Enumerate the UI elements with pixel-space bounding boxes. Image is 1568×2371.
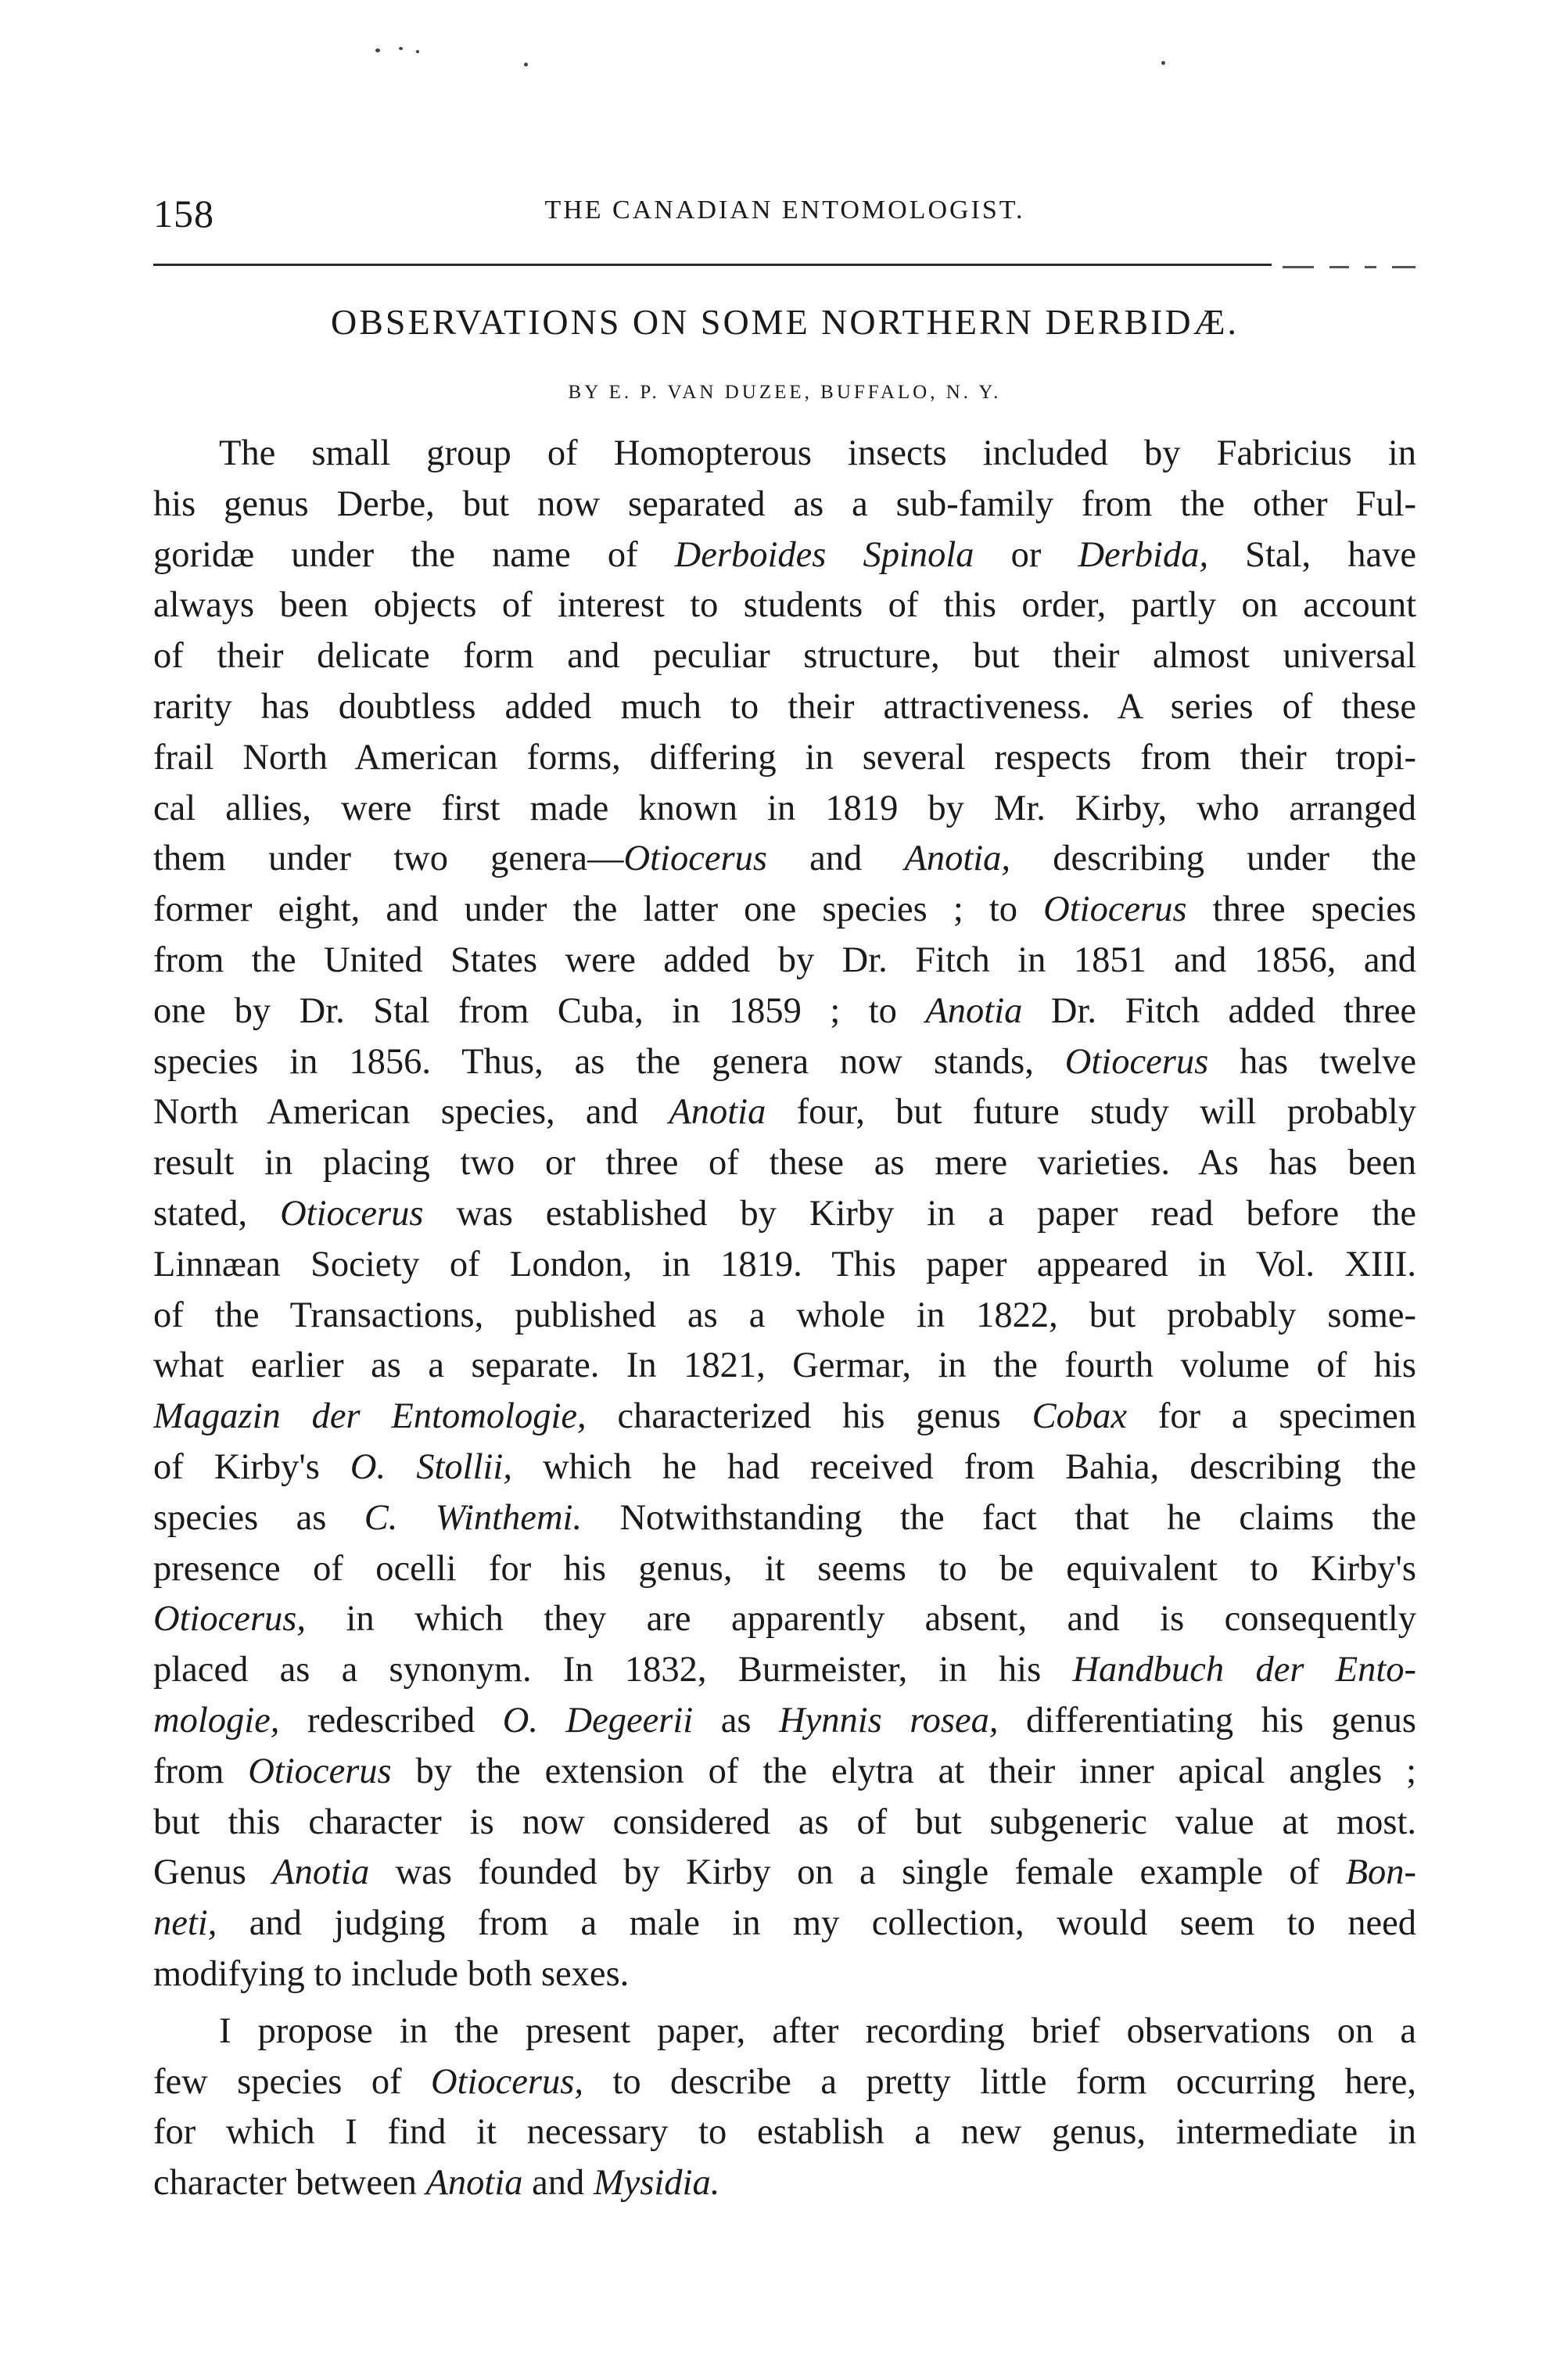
italic-text: Magazin der Entomologie, [153, 1396, 587, 1437]
text-line [153, 2107, 1416, 2158]
text-run: presence of ocelli for his genus, it seems to be equivalent to Kirby's [153, 1548, 1416, 1589]
text-run: result in placing two or three of these as mere varieties. As has been [153, 1143, 1416, 1184]
text-run: of Kirby's [153, 1446, 350, 1487]
text-run: and [522, 2163, 594, 2204]
text-run: The small group of Homopterous insects included by Fabricius in [219, 433, 1416, 473]
text-line [153, 1594, 1416, 1645]
italic-text: O. Stollii, [350, 1446, 512, 1487]
article-body [153, 429, 1416, 2209]
text-run: frail North American forms, differing in several respects from their tropi- [153, 737, 1416, 778]
text-run: from [153, 1751, 249, 1791]
text-run: differentiating his genus [998, 1700, 1416, 1741]
page-number: 158 [153, 192, 214, 235]
text-line [153, 1392, 1416, 1442]
text-line [153, 429, 1416, 480]
italic-text: Otiocerus [248, 1751, 392, 1791]
text-line [153, 1544, 1416, 1595]
italic-text: Otiocerus [623, 839, 767, 879]
text-run: for a specimen [1127, 1396, 1416, 1437]
text-run: cal allies, were first made known in 1819 by Mr. Kirby, who arranged [153, 788, 1416, 828]
text-run: stated, [153, 1193, 281, 1234]
text-line [153, 1949, 1416, 2000]
text-line [153, 1442, 1416, 1493]
text-run: of their delicate form and peculiar structure, but their almost universal [153, 636, 1416, 677]
text-run: Linnæan Society of London, in 1819. This paper appeared in Vol. XIII. [153, 1244, 1416, 1284]
text-run: North American species, and [153, 1092, 669, 1133]
italic-text: Derboides Spinola [674, 534, 974, 575]
text-run: and [766, 839, 905, 879]
text-run: modifying to include both sexes. [153, 1953, 630, 1994]
text-run: for which I find it necessary to establish a new genus, intermediate in [153, 2112, 1416, 2153]
text-line [153, 936, 1416, 986]
italic-text: Mysidia. [593, 2163, 720, 2204]
text-line [153, 733, 1416, 784]
italic-text: Anotia [272, 1852, 370, 1893]
text-line [153, 784, 1416, 835]
text-line [153, 1240, 1416, 1291]
header-rule-fade [1365, 266, 1376, 268]
header-rule-fade [1283, 266, 1314, 268]
italic-text: Cobax [1032, 1396, 1127, 1437]
text-line [153, 2006, 1416, 2057]
italic-text: mologie, [153, 1700, 280, 1741]
text-line [153, 1899, 1416, 1949]
text-run: species as [153, 1497, 364, 1538]
text-line [153, 1087, 1416, 1138]
text-line [153, 2057, 1416, 2108]
italic-text: Otiocerus [1043, 889, 1187, 930]
text-run: few species of [153, 2061, 431, 2102]
text-run: or [974, 534, 1078, 575]
text-run: Stal, have [1208, 534, 1416, 575]
text-run: from the United States were added by Dr. Fitch in 1851 and 1856, and [153, 939, 1416, 980]
text-run: placed as a synonym. In 1832, Burmeister, in his [153, 1650, 1073, 1690]
text-line [153, 1848, 1416, 1899]
italic-text: Bon- [1345, 1852, 1416, 1893]
text-line [153, 1493, 1416, 1544]
header-rule [153, 264, 1272, 266]
text-run: to describe a pretty little form occurring here, [583, 2061, 1416, 2102]
text-run: always been objects of interest to students of this order, partly on account [153, 585, 1416, 626]
text-run: goridæ under the name of [153, 534, 675, 575]
text-line [153, 1696, 1416, 1747]
header-rule-fade [1329, 266, 1349, 268]
text-run: was founded by Kirby on a single female example of [369, 1852, 1346, 1893]
text-line [153, 986, 1416, 1037]
italic-text: Otiocerus [1064, 1041, 1209, 1082]
article-title: OBSERVATIONS ON SOME NORTHERN DERBIDÆ. [331, 302, 1239, 342]
paragraph-gap [153, 2000, 1416, 2006]
text-line [153, 1645, 1416, 1696]
text-run: as [693, 1700, 780, 1741]
text-line [153, 1341, 1416, 1392]
text-run: in which they are apparently absent, and is consequently [306, 1599, 1416, 1640]
text-line [153, 480, 1416, 530]
paragraph [153, 2006, 1416, 2209]
text-line [153, 530, 1416, 581]
paragraph [153, 429, 1416, 2000]
italic-text: neti, [153, 1903, 217, 1944]
text-run: what earlier as a separate. In 1821, Germar, in the fourth volume of his [153, 1345, 1416, 1386]
text-line [153, 1189, 1416, 1240]
text-run: was established by Kirby in a paper read before the [423, 1193, 1416, 1234]
text-run: one by Dr. Stal from Cuba, in 1859 ; to [153, 990, 926, 1031]
journal-title: THE CANADIAN ENTOMOLOGIST. [544, 196, 1025, 225]
text-run: by the extension of the elytra at their inner apical angles ; [391, 1751, 1416, 1791]
italic-text: Anotia [425, 2163, 523, 2204]
header-rule-fade [1392, 266, 1416, 268]
text-run: redescribed [279, 1700, 503, 1741]
italic-text: Otiocerus, [430, 2061, 583, 2102]
italic-text: Handbuch der Ento- [1072, 1650, 1416, 1690]
text-line [153, 1747, 1416, 1798]
text-run: his genus Derbe, but now separated as a sub-family from the other Ful- [153, 483, 1416, 524]
italic-text: Anotia [669, 1092, 766, 1133]
text-run: Genus [153, 1852, 273, 1893]
text-line [153, 682, 1416, 733]
text-line [153, 631, 1416, 682]
text-line [153, 834, 1416, 885]
italic-text: Anotia, [904, 839, 1011, 879]
italic-text: C. Winthemi. [364, 1497, 583, 1538]
text-line [153, 2158, 1416, 2209]
italic-text: Otiocerus [280, 1193, 424, 1234]
text-run: four, but future study will probably [766, 1092, 1416, 1133]
text-run: I propose in the present paper, after recording brief observations on a [219, 2010, 1416, 2051]
text-line [153, 885, 1416, 936]
italic-text: Derbida, [1078, 534, 1209, 575]
text-run: Dr. Fitch added three [1022, 990, 1416, 1031]
text-run: has twelve [1208, 1041, 1416, 1082]
text-line [153, 1037, 1416, 1088]
text-run: three species [1186, 889, 1416, 930]
text-run: which he had received from Bahia, describing the [511, 1446, 1416, 1487]
article-byline: BY E. P. VAN DUZEE, BUFFALO, N. Y. [568, 382, 1002, 403]
text-line [153, 580, 1416, 631]
italic-text: Anotia [925, 990, 1023, 1031]
italic-text: Hynnis rosea, [779, 1700, 999, 1741]
text-run: character between [153, 2163, 426, 2204]
print-specks [375, 39, 1197, 86]
text-run: describing under the [1010, 839, 1416, 879]
text-run: former eight, and under the latter one species ; to [153, 889, 1044, 930]
text-run: rarity has doubtless added much to their attractiveness. A series of these [153, 686, 1416, 727]
italic-text: Otiocerus, [153, 1599, 307, 1640]
text-run: and judging from a male in my collection, would seem to need [217, 1903, 1416, 1944]
text-run: of the Transactions, published as a whole in 1822, but probably some- [153, 1295, 1416, 1335]
italic-text: O. Degeerii [502, 1700, 694, 1741]
text-run: characterized his genus [586, 1396, 1032, 1437]
text-run: species in 1856. Thus, as the genera now stands, [153, 1041, 1065, 1082]
running-head [153, 191, 1416, 246]
text-line [153, 1291, 1416, 1342]
text-line [153, 1798, 1416, 1848]
text-run: Notwithstanding the fact that he claims the [582, 1497, 1416, 1538]
text-line [153, 1138, 1416, 1189]
text-run: but this character is now considered as of but subgeneric value at most. [153, 1802, 1416, 1842]
text-run: them under two genera— [153, 839, 624, 879]
